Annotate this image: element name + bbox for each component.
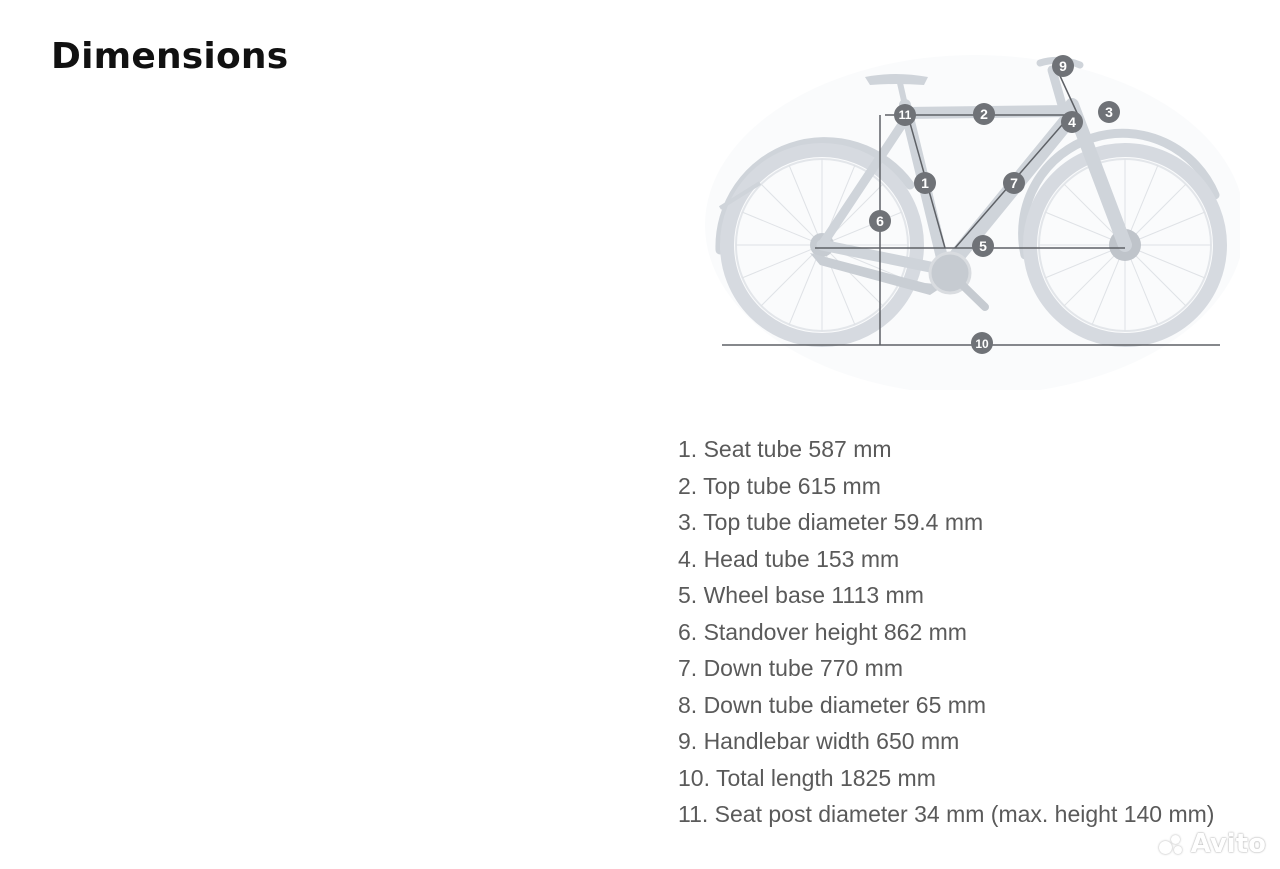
callout-10: [971, 332, 993, 354]
callout-4-label: 4: [1068, 114, 1076, 130]
callout-9: [1052, 55, 1074, 77]
bike-svg: [700, 45, 1240, 390]
callout-1: [914, 172, 936, 194]
dimension-item: 11. Seat post diameter 34 mm (max. height 140 mm): [678, 801, 1215, 827]
callout-3-label: 3: [1105, 104, 1113, 120]
callout-4: [1061, 111, 1083, 133]
saddle: [865, 74, 928, 85]
callout-7: [1003, 172, 1025, 194]
callout-6-label: 6: [876, 213, 884, 229]
dimension-item: 9. Handlebar width 650 mm: [678, 728, 960, 754]
callout-7-label: 7: [1010, 175, 1018, 191]
dimensions-list: [678, 433, 1214, 835]
callout-2-label: 2: [980, 106, 988, 122]
callout-5: [972, 235, 994, 257]
dimension-item: 10. Total length 1825 mm: [678, 764, 936, 791]
callout-2: [973, 103, 995, 125]
callout-11: [894, 104, 916, 126]
dimension-item: 3. Top tube diameter 59.4 mm: [678, 509, 984, 535]
dimension-item: 5. Wheel base 1113 mm: [678, 582, 924, 608]
callout-5-label: 5: [979, 238, 987, 254]
callout-10-label: 10: [975, 337, 989, 351]
callout-6: [869, 210, 891, 232]
callout-11-label: 11: [898, 108, 912, 122]
callout-3: [1098, 101, 1120, 123]
dimension-item: 4. Head tube 153 mm: [678, 545, 900, 572]
dimension-item: 8. Down tube diameter 65 mm: [678, 691, 987, 718]
bike-dimensions-diagram: [700, 45, 1240, 390]
avito-watermark: [1159, 829, 1266, 859]
avito-logo-icon: [1159, 833, 1185, 855]
callout-9-label: 9: [1059, 58, 1067, 74]
dimension-item: 7. Down tube 770 mm: [678, 655, 904, 681]
dimension-item: 1. Seat tube 587 mm: [678, 436, 892, 462]
avito-watermark-text: Avito: [1190, 829, 1266, 859]
dimension-item: 6. Standover height 862 mm: [678, 618, 967, 645]
dimension-item: 2. Top tube 615 mm: [678, 472, 881, 499]
page-title: Dimensions: [51, 36, 289, 77]
callout-1-label: 1: [921, 175, 929, 191]
